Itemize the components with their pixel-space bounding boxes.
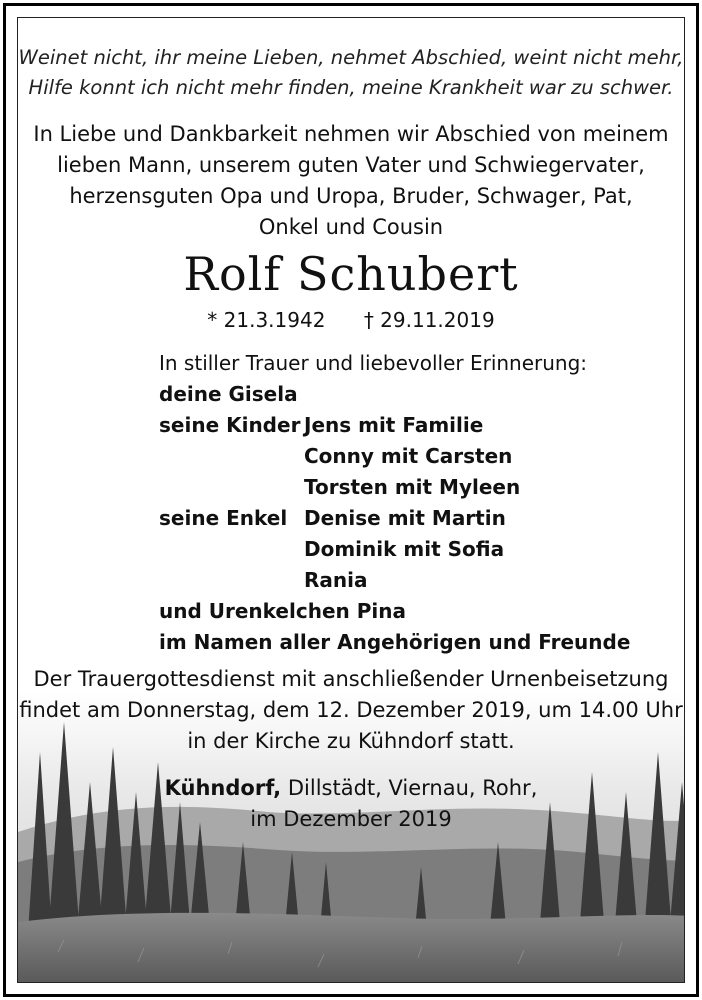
mourner-wife: deine Gisela xyxy=(159,382,298,406)
grandchild-entry: Dominik mit Sofia xyxy=(304,537,505,561)
service-line: Der Trauergottesdienst mit anschließender Urnenbeisetzung xyxy=(33,667,669,691)
deceased-name: Rolf Schubert xyxy=(183,247,519,301)
child-entry: Jens mit Familie xyxy=(304,413,484,437)
obituary-inner-frame xyxy=(17,17,685,983)
grandchild-entry: Denise mit Martin xyxy=(304,506,506,530)
great-grandchildren: und Urenkelchen Pina xyxy=(159,599,406,623)
place-town: Kühndorf, xyxy=(164,776,282,800)
place-others: Dillstädt, Viernau, Rohr, xyxy=(287,776,538,800)
grandchildren-row xyxy=(159,503,630,534)
grandchildren-row xyxy=(159,534,630,565)
grandchildren-label: seine Enkel xyxy=(159,506,288,530)
intro-line: lieben Mann, unserem guten Vater und Schwiegervater, xyxy=(57,153,645,177)
place-line xyxy=(18,773,684,804)
children-row xyxy=(159,410,630,441)
mourners-list xyxy=(159,348,630,658)
verse-line: Weinet nicht, ihr meine Lieben, nehmet Abschied, weint nicht mehr, xyxy=(18,46,684,69)
service-line: findet am Donnerstag, dem 12. Dezember 2019, um 14.00 Uhr xyxy=(19,698,683,722)
place-and-date xyxy=(18,773,684,835)
children-row xyxy=(159,441,630,472)
death-date: † 29.11.2019 xyxy=(363,308,495,332)
grandchild-entry: Rania xyxy=(304,568,368,592)
children-row xyxy=(159,472,630,503)
verse-line: Hilfe konnt ich nicht mehr finden, meine Krankheit war zu schwer. xyxy=(28,76,674,99)
grandchildren-row xyxy=(159,565,630,596)
service-line: in der Kirche zu Kühndorf statt. xyxy=(187,729,515,753)
intro-line: Onkel und Cousin xyxy=(258,215,444,239)
intro-line: In Liebe und Dankbarkeit nehmen wir Abschied von meinem xyxy=(33,122,669,146)
life-dates xyxy=(18,306,684,334)
intro-line: herzensguten Opa und Uropa, Bruder, Schwager, Pat, xyxy=(69,184,633,208)
funeral-service-info xyxy=(18,664,684,757)
children-label: seine Kinder xyxy=(159,413,301,437)
place-date: im Dezember 2019 xyxy=(250,807,452,831)
child-entry: Conny mit Carsten xyxy=(304,444,513,468)
mourners-lead: In stiller Trauer und liebevoller Erinnerung: xyxy=(159,351,588,375)
intro-text xyxy=(18,119,684,243)
child-entry: Torsten mit Myleen xyxy=(304,475,521,499)
obituary-outer-frame xyxy=(3,3,699,997)
birth-date: * 21.3.1942 xyxy=(207,308,326,332)
mourners-closing: im Namen aller Angehörigen und Freunde xyxy=(159,630,631,654)
farewell-verse xyxy=(18,43,684,103)
